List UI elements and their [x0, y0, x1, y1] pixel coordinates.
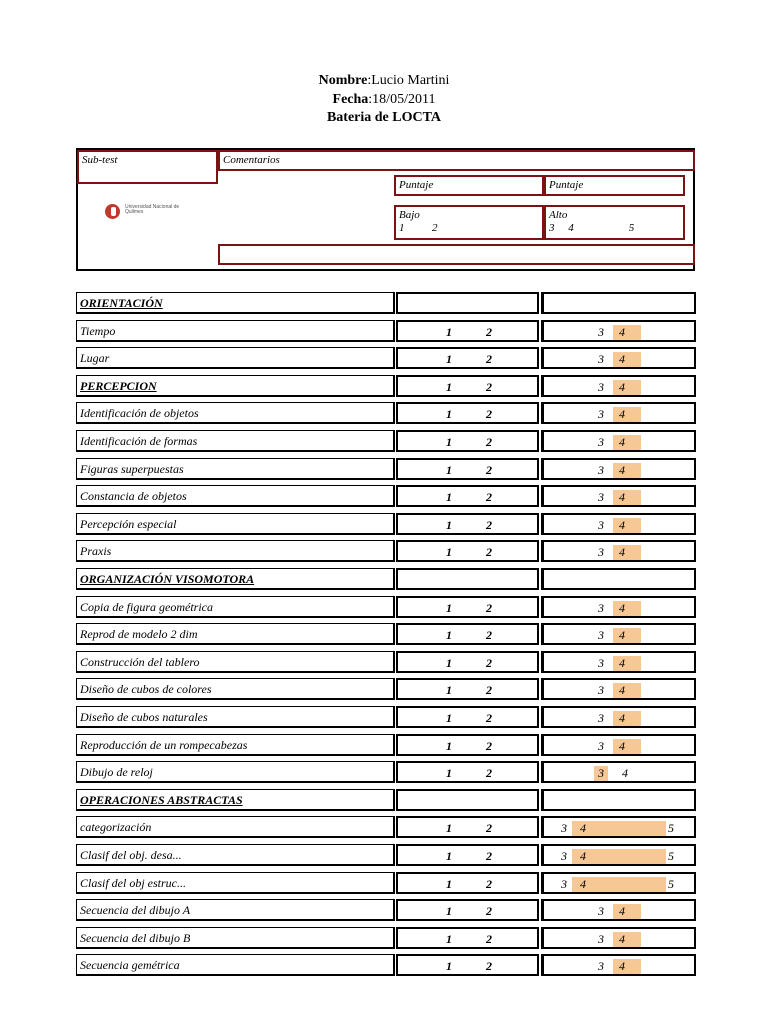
high-score-cell	[541, 485, 696, 507]
score-3: 3	[598, 628, 604, 643]
subtest-label: Reprod de modelo 2 dim	[80, 627, 198, 642]
table-row	[76, 513, 696, 535]
table-row	[76, 651, 696, 673]
score-4: 4	[613, 490, 641, 505]
high-score-cell	[541, 513, 696, 535]
fecha-label: Fecha	[332, 92, 369, 107]
low-score-cell	[396, 430, 539, 452]
score-1: 1	[446, 821, 452, 836]
subtest-cell	[76, 596, 395, 618]
score-2: 2	[486, 683, 492, 698]
subtest-cell	[76, 816, 395, 838]
low-score-cell	[396, 568, 539, 590]
high-score-cell	[541, 899, 696, 921]
score-3: 3	[561, 876, 567, 891]
subtest-label: categorización	[80, 820, 152, 835]
subtest-label: Secuencia del dibujo B	[80, 930, 191, 945]
table-row	[76, 623, 696, 645]
score-1: 1	[446, 324, 452, 339]
high-score-cell	[541, 430, 696, 452]
score-4: 4	[613, 932, 641, 947]
table-row	[76, 320, 696, 342]
subtest-cell	[76, 899, 395, 921]
score-2: 2	[486, 324, 492, 339]
score-3: 3	[598, 904, 604, 919]
low-score-cell	[396, 292, 539, 314]
section-heading: ORIENTACIÓN	[80, 296, 163, 310]
score-1: 1	[446, 379, 452, 394]
score-4: 4	[613, 904, 641, 919]
high-score-cell	[541, 568, 696, 590]
score-4: 4	[613, 518, 641, 533]
score-2: 2	[486, 821, 492, 836]
low-score-cell	[396, 623, 539, 645]
score-3: 3	[594, 766, 608, 781]
score-2: 2	[486, 407, 492, 422]
score-4: 4	[613, 683, 641, 698]
score-3: 3	[598, 324, 604, 339]
table-row	[76, 568, 696, 590]
score-2: 2	[486, 490, 492, 505]
score-4: 4	[572, 849, 666, 864]
low-score-cell	[396, 678, 539, 700]
subtest-cell	[76, 320, 395, 342]
table-row	[76, 899, 696, 921]
comentarios-box: Comentarios	[218, 150, 695, 171]
high-score-cell	[541, 375, 696, 397]
high-score-cell	[541, 734, 696, 756]
score-4: 4	[613, 435, 641, 450]
high-score-cell	[541, 540, 696, 562]
score-3: 3	[598, 545, 604, 560]
score-1: 1	[446, 683, 452, 698]
high-score-cell	[541, 678, 696, 700]
low-score-cell	[396, 347, 539, 369]
score-3: 3	[598, 379, 604, 394]
table-row	[76, 458, 696, 480]
subtest-cell	[76, 430, 395, 452]
subtest-label: Reproducción de un rompecabezas	[80, 737, 248, 752]
high-score-cell	[541, 706, 696, 728]
low-score-cell	[396, 706, 539, 728]
table-row	[76, 816, 696, 838]
alto-box: Alto 3 4 5	[544, 205, 685, 240]
score-2: 2	[486, 628, 492, 643]
score-1: 1	[446, 545, 452, 560]
score-3: 3	[598, 683, 604, 698]
high-score-cell	[541, 789, 696, 811]
subtest-label: Constancia de objetos	[80, 489, 187, 504]
score-2: 2	[486, 379, 492, 394]
subtest-label: Secuencia gemétrica	[80, 958, 180, 973]
score-4: 4	[622, 766, 628, 781]
score-4: 4	[613, 739, 641, 754]
subtest-cell	[76, 734, 395, 756]
score-4: 4	[613, 545, 641, 560]
low-score-cell	[396, 954, 539, 976]
score-3: 3	[598, 352, 604, 367]
subtest-cell	[76, 872, 395, 894]
score-2: 2	[486, 600, 492, 615]
score-2: 2	[486, 435, 492, 449]
score-2: 2	[486, 876, 492, 891]
score-4: 4	[572, 821, 666, 836]
subtest-label: Clasif del obj estruc...	[80, 875, 186, 890]
table-row	[76, 678, 696, 700]
subtest-cell	[76, 789, 395, 811]
fecha-line	[0, 91, 768, 109]
high-score-cell	[541, 320, 696, 342]
score-3: 3	[598, 435, 604, 449]
table-row	[76, 485, 696, 507]
score-3: 3	[598, 517, 604, 532]
subtest-cell	[76, 706, 395, 728]
document-title: Bateria de LOCTA	[326, 110, 442, 125]
score-3: 3	[598, 490, 604, 505]
score-2: 2	[486, 462, 492, 477]
score-3: 3	[598, 738, 604, 753]
section-heading: ORGANIZACIÓN VISOMOTORA	[80, 572, 255, 586]
score-1: 1	[446, 628, 452, 643]
score-5: 5	[668, 876, 674, 891]
low-score-cell	[396, 375, 539, 397]
score-4: 4	[613, 325, 641, 340]
high-score-cell	[541, 347, 696, 369]
score-1: 1	[446, 931, 452, 946]
high-score-cell	[541, 816, 696, 838]
score-4: 4	[613, 352, 641, 367]
low-score-cell	[396, 485, 539, 507]
table-row	[76, 402, 696, 424]
score-5: 5	[668, 821, 674, 836]
low-score-cell	[396, 872, 539, 894]
score-5: 5	[668, 849, 674, 863]
table-row	[76, 347, 696, 369]
low-score-cell	[396, 761, 539, 783]
low-score-cell	[396, 927, 539, 949]
puntaje-low-box: Puntaje	[394, 175, 544, 196]
score-3: 3	[561, 821, 567, 836]
score-2: 2	[486, 738, 492, 753]
comments-line	[218, 244, 695, 265]
table-row	[76, 375, 696, 397]
subtest-cell	[76, 568, 395, 590]
nombre-label: Nombre	[318, 73, 368, 88]
low-score-cell	[396, 651, 539, 673]
score-2: 2	[486, 545, 492, 560]
subtest-cell	[76, 292, 395, 314]
low-score-cell	[396, 844, 539, 866]
subtest-label: PERCEPCION	[80, 378, 157, 393]
score-2: 2	[486, 352, 492, 367]
subtest-label: Identificación de objetos	[80, 406, 199, 421]
score-2: 2	[486, 931, 492, 946]
score-1: 1	[446, 462, 452, 477]
score-1: 1	[446, 655, 452, 670]
score-1: 1	[446, 517, 452, 532]
score-4: 4	[613, 463, 641, 478]
subtest-label: Identificación de formas	[80, 434, 198, 448]
subtest-label: Praxis	[80, 544, 112, 559]
subtest-cell	[76, 458, 395, 480]
subtest-cell	[76, 761, 395, 783]
subtest-label: Figuras superpuestas	[80, 461, 184, 476]
subtest-label: Dibujo de reloj	[80, 765, 153, 780]
score-4: 4	[572, 877, 666, 892]
table-row	[76, 844, 696, 866]
score-1: 1	[446, 600, 452, 615]
university-logo-icon	[105, 204, 120, 219]
low-score-cell	[396, 458, 539, 480]
table-row	[76, 292, 696, 314]
subtest-label: Copia de figura geométrica	[80, 599, 213, 614]
score-1: 1	[446, 876, 452, 891]
score-2: 2	[486, 711, 492, 725]
subtest-cell	[76, 347, 395, 369]
low-score-cell	[396, 816, 539, 838]
table-row	[76, 761, 696, 783]
subtest-cell	[76, 375, 395, 397]
low-score-cell	[396, 899, 539, 921]
low-score-cell	[396, 402, 539, 424]
subtest-cell	[76, 927, 395, 949]
score-2: 2	[486, 959, 492, 974]
subtest-label: Clasif del obj. desa...	[80, 848, 182, 862]
nombre-value: :Lucio Martini	[367, 73, 450, 88]
table-row	[76, 789, 696, 811]
score-4: 4	[613, 628, 641, 643]
score-4: 4	[613, 656, 641, 671]
score-1: 1	[446, 849, 452, 863]
subtest-cell	[76, 623, 395, 645]
subtest-cell	[76, 844, 395, 866]
table-row	[76, 954, 696, 976]
score-3: 3	[598, 655, 604, 670]
score-1: 1	[446, 959, 452, 974]
bajo-box: Bajo 1 2	[394, 205, 544, 240]
score-3: 3	[598, 711, 604, 725]
low-score-cell	[396, 789, 539, 811]
table-row	[76, 706, 696, 728]
score-3: 3	[598, 931, 604, 946]
score-3: 3	[598, 600, 604, 615]
subtest-cell	[76, 678, 395, 700]
score-2: 2	[486, 849, 492, 863]
table-row	[76, 927, 696, 949]
subtest-label: Secuencia del dibujo A	[80, 903, 191, 918]
score-4: 4	[613, 601, 641, 616]
subtest-label: Tiempo	[80, 323, 116, 338]
score-1: 1	[446, 904, 452, 919]
high-score-cell	[541, 954, 696, 976]
score-1: 1	[446, 490, 452, 505]
subtest-cell	[76, 402, 395, 424]
table-row	[76, 596, 696, 618]
subtest-cell	[76, 954, 395, 976]
score-4: 4	[613, 959, 641, 974]
subtest-box: Sub-test	[77, 150, 218, 184]
high-score-cell	[541, 458, 696, 480]
subtest-cell	[76, 485, 395, 507]
subtest-label: Lugar	[80, 351, 110, 366]
score-1: 1	[446, 711, 452, 725]
low-score-cell	[396, 734, 539, 756]
high-score-cell	[541, 761, 696, 783]
high-score-cell	[541, 927, 696, 949]
fecha-value: :18/05/2011	[368, 92, 436, 107]
subtest-cell	[76, 513, 395, 535]
high-score-cell	[541, 596, 696, 618]
score-4: 4	[613, 380, 641, 395]
score-1: 1	[446, 352, 452, 367]
table-row	[76, 540, 696, 562]
low-score-cell	[396, 596, 539, 618]
score-1: 1	[446, 407, 452, 422]
score-1: 1	[446, 738, 452, 753]
puntaje-high-box: Puntaje	[544, 175, 685, 196]
table-row	[76, 734, 696, 756]
high-score-cell	[541, 402, 696, 424]
score-1: 1	[446, 435, 452, 449]
score-2: 2	[486, 655, 492, 670]
high-score-cell	[541, 651, 696, 673]
subtest-label: Percepción especial	[80, 516, 177, 531]
high-score-cell	[541, 844, 696, 866]
subtest-label: Construcción del tablero	[80, 654, 200, 669]
subtest-label: Diseño de cubos naturales	[80, 710, 208, 724]
score-3: 3	[598, 959, 604, 974]
section-heading: OPERACIONES ABSTRACTAS	[80, 792, 243, 807]
score-4: 4	[613, 711, 641, 726]
subtest-cell	[76, 651, 395, 673]
score-3: 3	[598, 462, 604, 477]
nombre-line	[0, 72, 768, 90]
high-score-cell	[541, 872, 696, 894]
score-3: 3	[561, 849, 567, 863]
table-row	[76, 872, 696, 894]
subtest-cell	[76, 540, 395, 562]
low-score-cell	[396, 513, 539, 535]
high-score-cell	[541, 623, 696, 645]
low-score-cell	[396, 320, 539, 342]
subtest-label: Diseño de cubos de colores	[80, 682, 212, 697]
score-2: 2	[486, 766, 492, 781]
table-row	[76, 430, 696, 452]
score-4: 4	[613, 407, 641, 422]
score-2: 2	[486, 904, 492, 919]
score-1: 1	[446, 766, 452, 781]
high-score-cell	[541, 292, 696, 314]
score-2: 2	[486, 517, 492, 532]
score-3: 3	[598, 407, 604, 422]
low-score-cell	[396, 540, 539, 562]
